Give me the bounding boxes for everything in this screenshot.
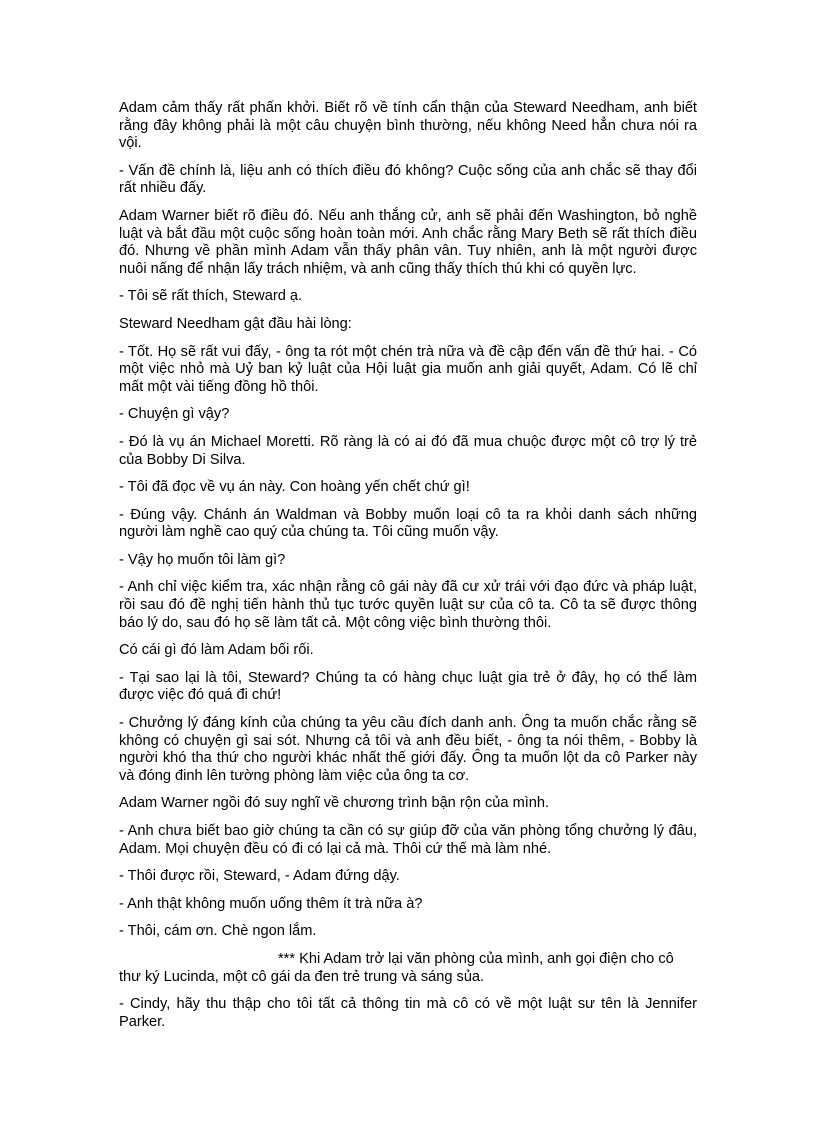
paragraph-9: - Tôi đã đọc về vụ án này. Con hoàng yến chết chứ gì! <box>119 479 470 496</box>
paragraph-18: - Thôi được rồi, Steward, - Adam đứng dậy. <box>119 868 400 885</box>
document-page <box>119 100 697 1041</box>
paragraph-17: - Anh chưa biết bao giờ chúng ta cần có sự giúp đỡ của văn phòng tổng chưởng lý đâu, Adam. Mọi chuyện đều có đi có lại cả mà. Thôi cứ thế mà làm nhé. <box>119 823 697 857</box>
paragraph-2: - Vấn đề chính là, liệu anh có thích điều đó không? Cuộc sống của anh chắc sẽ thay đổi rất nhiều đấy. <box>119 162 697 197</box>
paragraph-14: - Tại sao lại là tôi, Steward? Chúng ta có hàng chục luật gia trẻ ở đây, họ có thể làm được việc đó quá đi chứ! <box>119 669 697 704</box>
after-separator-text: Khi Adam trở lại văn phòng của mình, anh gọi điện cho cô thư ký Lucinda, một cô gái da đen trẻ trung và sáng sủa. <box>119 950 674 985</box>
paragraph-5: Steward Needham gật đầu hài lòng: <box>119 315 352 332</box>
paragraph-3: Adam Warner biết rõ điều đó. Nếu anh thắng cử, anh sẽ phải đến Washington, bỏ nghề luật và bắt đầu một cuộc sống hoàn toàn mới. Anh chắc rằng Mary Beth sẽ rất thích điều đó. Nhưng về phần mình Adam vẫn thấy phân vân. Tuy nhiên, anh là một người được nuôi nấng để nhận lấy trách nhiệm, và anh cũng thấy thích thú khi có quyền lực. <box>119 207 697 277</box>
paragraph-8: - Đó là vụ án Michael Moretti. Rõ ràng là có ai đó đã mua chuộc được một cô trợ lý trẻ của Bobby Di Silva. <box>119 433 697 468</box>
paragraph-4: - Tôi sẽ rất thích, Steward ạ. <box>119 288 303 305</box>
paragraph-20: - Thôi, cám ơn. Chè ngon lắm. <box>119 923 317 940</box>
paragraph-6: - Tốt. Họ sẽ rất vui đấy, - ông ta rót một chén trà nữa và đề cập đến vấn đề thứ hai. - Có một việc nhỏ mà Uỷ ban kỷ luật của Hội luật gia muốn anh giải quyết, Adam. Có lẽ chỉ mất một vài tiếng đồng hồ thôi. <box>119 343 697 395</box>
paragraph-15: - Chưởng lý đáng kính của chúng ta yêu cầu đích danh anh. Ông ta muốn chắc rằng sẽ không có chuyện gì sai sót. Nhưng cả tôi và anh đều biết, - ông ta nói thêm, - Bobby là người khó tha thứ cho người khác nhất thế giới đấy. Ông ta muốn lột da cô Parker này và đóng đinh lên tường phòng làm việc của ông ta cơ. <box>119 715 697 784</box>
paragraph-12: - Anh chỉ việc kiểm tra, xác nhận rằng cô gái này đã cư xử trái với đạo đức và pháp luật, rồi sau đó đề nghị tiến hành thủ tục tước quyền luật sư của cô ta. Cô ta sẽ được thông báo lý do, sau đó họ sẽ làm tất cả. Một công việc bình thường thôi. <box>119 579 697 631</box>
paragraph-19: - Anh thật không muốn uống thêm ít trà nữa à? <box>119 895 423 912</box>
paragraph-10: - Đúng vậy. Chánh án Waldman và Bobby muốn loại cô ta ra khỏi danh sách những người làm nghề cao quý của chúng ta. Tôi cũng muốn vậy. <box>119 506 697 541</box>
paragraph-7: - Chuyện gì vậy? <box>119 406 230 423</box>
separator-stars: *** <box>278 950 296 967</box>
paragraph-last: - Cindy, hãy thu thập cho tôi tất cả thông tin mà cô có về một luật sư tên là Jennifer Parker. <box>119 996 697 1030</box>
paragraph-separator <box>119 951 697 986</box>
paragraph-13: Có cái gì đó làm Adam bối rối. <box>119 642 314 659</box>
paragraph-16: Adam Warner ngồi đó suy nghĩ về chương trình bận rộn của mình. <box>119 795 550 812</box>
paragraph-11: - Vậy họ muốn tôi làm gì? <box>119 551 286 568</box>
paragraph-1: Adam cảm thấy rất phấn khởi. Biết rõ về tính cẩn thận của Steward Needham, anh biết rằng đây không phải là một câu chuyện bình thường, nếu không Need hẳn chưa nói ra vội. <box>119 100 697 152</box>
